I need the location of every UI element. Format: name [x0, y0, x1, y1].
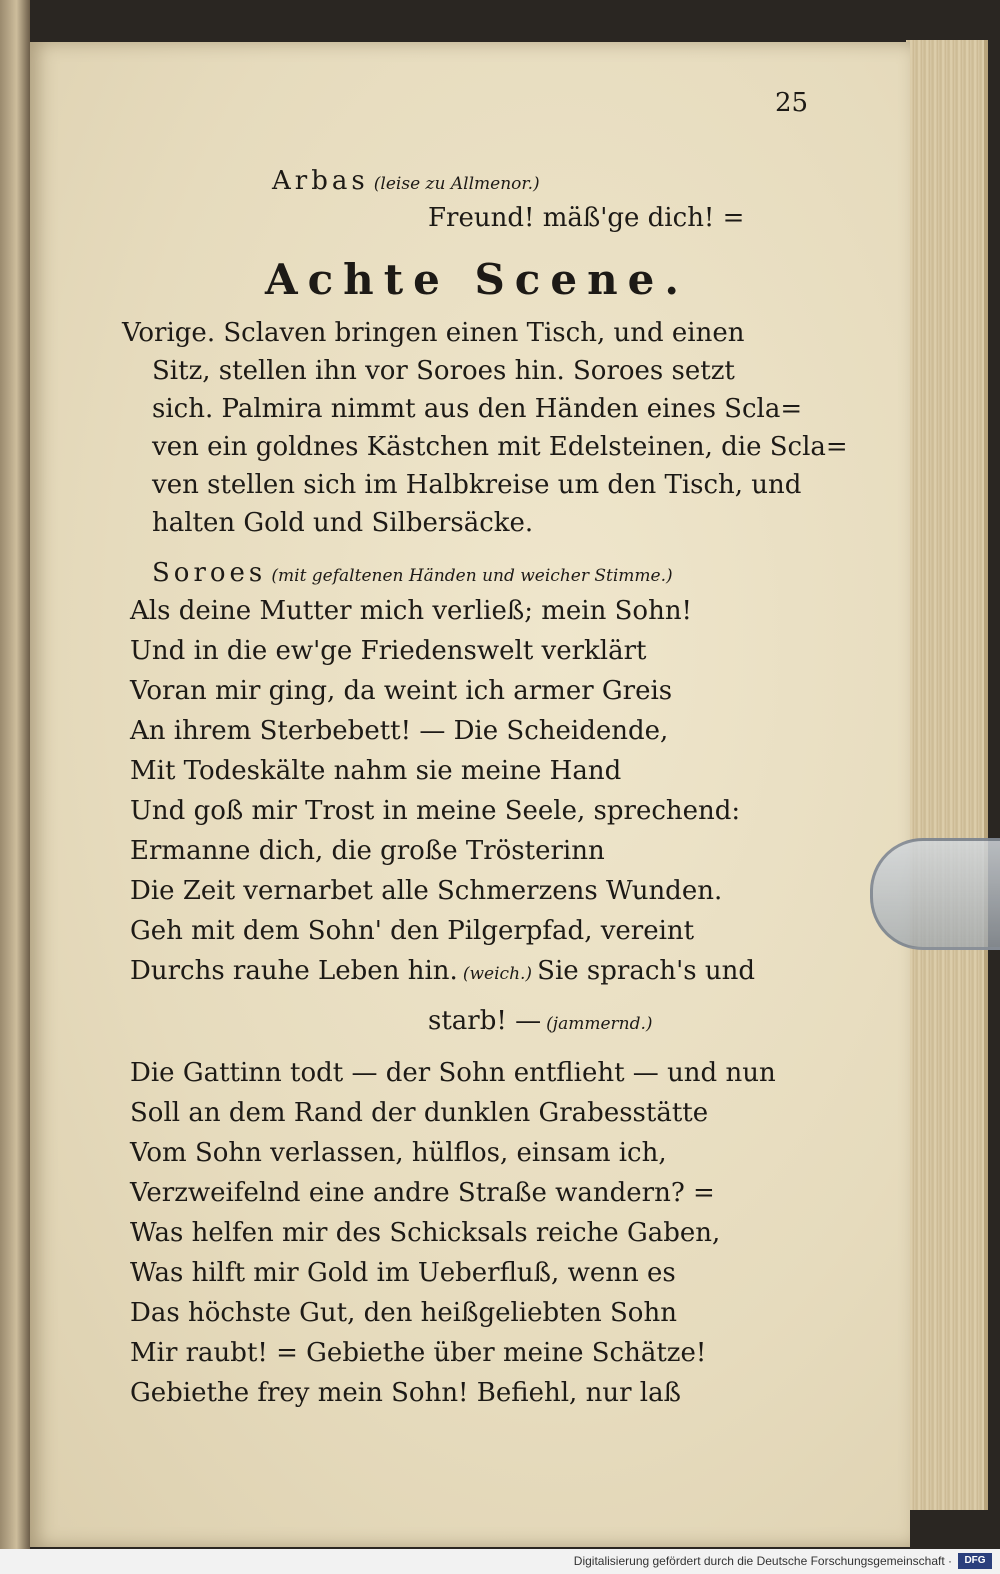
stage-direction-line: ven stellen sich im Halbkreise um den Tisch, und — [152, 470, 802, 500]
stage-direction-line: sich. Palmira nimmt aus den Händen eines Scla= — [152, 394, 803, 424]
stage-direction-line: ven ein goldnes Kästchen mit Edelsteinen, die Scla= — [152, 432, 848, 462]
verse-line — [130, 956, 755, 986]
verse-line: Gebiethe frey mein Sohn! Befiehl, nur laß — [130, 1378, 681, 1408]
verse-line: Und goß mir Trost in meine Seele, sprechend: — [130, 796, 741, 826]
dfg-logo: DFG — [958, 1553, 992, 1569]
speaker-line-soroes — [152, 558, 673, 588]
digitization-footer — [0, 1549, 1000, 1574]
page-number: 25 — [775, 88, 809, 118]
verse-line: Was hilft mir Gold im Ueberfluß, wenn es — [130, 1258, 676, 1288]
verse-text: Durchs rauhe Leben hin. — [130, 956, 458, 986]
verse-line: Vom Sohn verlassen, hülflos, einsam ich, — [130, 1138, 667, 1168]
verse-line: Als deine Mutter mich verließ; mein Sohn! — [130, 596, 693, 626]
previous-page-edge — [0, 0, 30, 1574]
arbas-line: Freund! mäß'ge dich! = — [428, 203, 745, 233]
page-clip — [870, 838, 1000, 950]
verse-line: Die Gattinn todt — der Sohn entflieht — und nun — [130, 1058, 776, 1088]
verse-line: Ermanne dich, die große Trösterinn — [130, 836, 605, 866]
stage-direction-line: halten Gold und Silbersäcke. — [152, 508, 534, 538]
verse-line: Verzweifelnd eine andre Straße wandern? = — [130, 1178, 715, 1208]
page-edges — [906, 40, 988, 1510]
verse-line: Die Zeit vernarbet alle Schmerzens Wunden. — [130, 876, 723, 906]
verse-line: Das höchste Gut, den heißgeliebten Sohn — [130, 1298, 677, 1328]
verse-line-starb — [428, 1006, 653, 1036]
speaker-name: Soroes — [152, 558, 267, 588]
verse-line: Was helfen mir des Schicksals reiche Gaben, — [130, 1218, 721, 1248]
stage-direction: (mit gefaltenen Händen und weicher Stimme.) — [271, 566, 673, 586]
stage-direction: (jammernd.) — [546, 1014, 653, 1034]
verse-line: Und in die ew'ge Friedenswelt verklärt — [130, 636, 647, 666]
verse-text: Sie sprach's und — [537, 956, 756, 986]
verse-line: Mir raubt! = Gebiethe über meine Schätze! — [130, 1338, 707, 1368]
stage-direction: (weich.) — [462, 964, 533, 984]
verse-line: Geh mit dem Sohn' den Pilgerpfad, vereint — [130, 916, 695, 946]
stage-direction-line: Vorige. Sclaven bringen einen Tisch, und einen — [122, 318, 745, 348]
scene-title: Achte Scene. — [265, 255, 689, 304]
stage-direction-line: Sitz, stellen ihn vor Soroes hin. Soroes setzt — [152, 356, 735, 386]
speaker-name: Arbas — [272, 166, 369, 196]
verse-line: Mit Todeskälte nahm sie meine Hand — [130, 756, 622, 786]
stage-direction: (leise zu Allmenor.) — [373, 174, 540, 194]
verse-line: Soll an dem Rand der dunklen Grabesstätte — [130, 1098, 709, 1128]
footer-credit: Digitalisierung gefördert durch die Deutsche Forschungsgemeinschaft · — [573, 1554, 952, 1568]
speaker-line-arbas — [272, 166, 540, 196]
verse-line: An ihrem Sterbebett! — Die Scheidende, — [130, 716, 669, 746]
verse-line: Voran mir ging, da weint ich armer Greis — [130, 676, 673, 706]
verse-text: starb! — — [428, 1006, 542, 1036]
